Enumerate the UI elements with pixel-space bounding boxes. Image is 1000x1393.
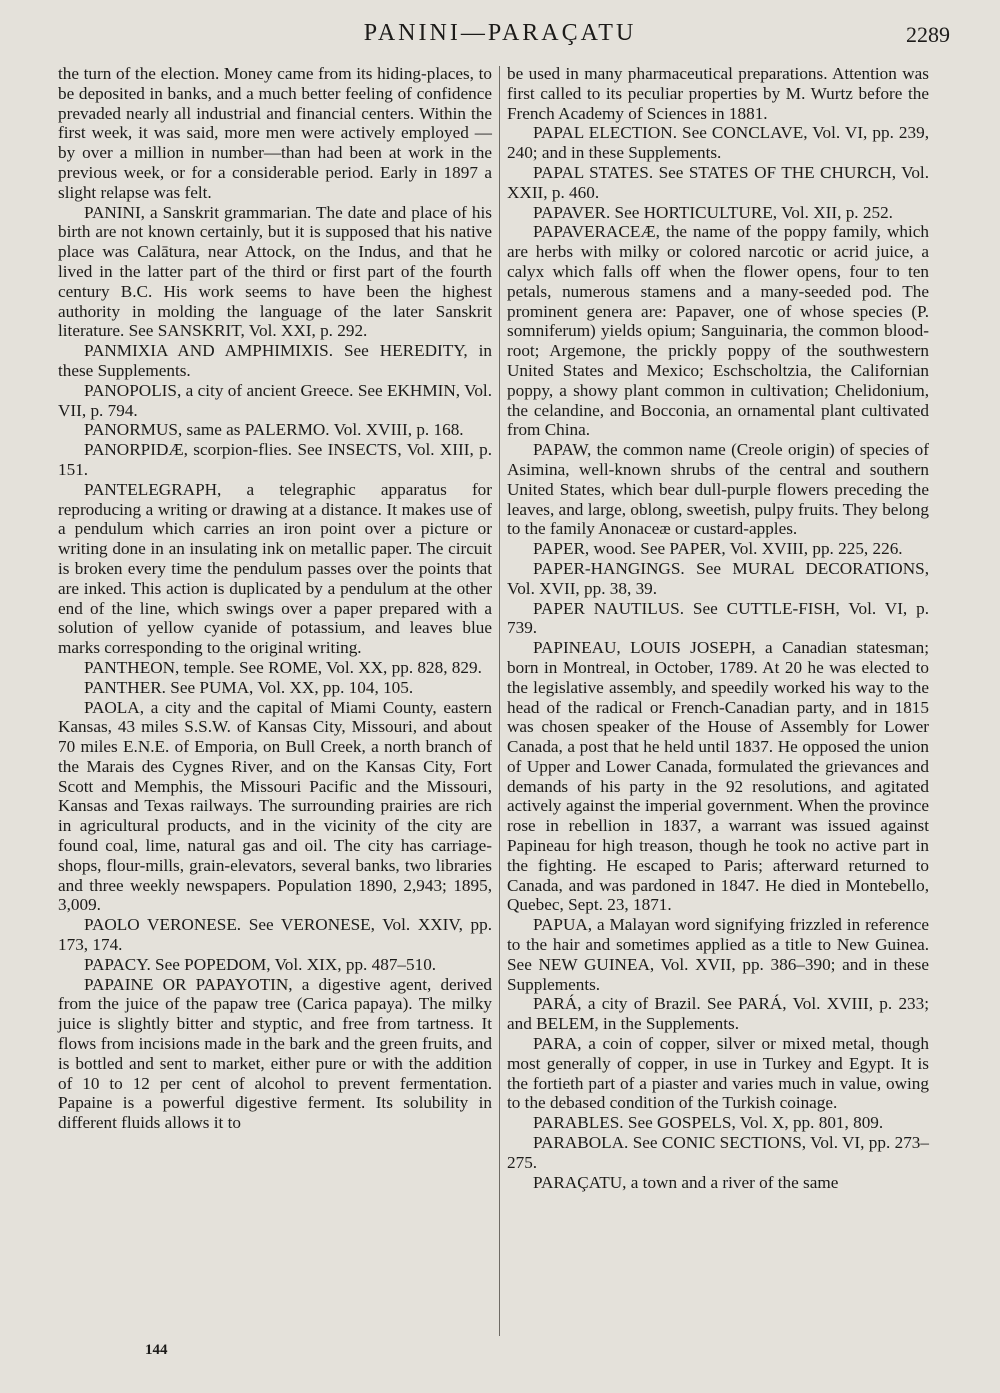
paragraph: the turn of the election. Money came from its hiding-places, to be deposited in banks, and a much better feeling of confidence prevaded nearly all industrial and financial centers. Within the first week, it was said, more men were actively employed —by over a million in number—than had been at work in the previous week, or for a considerable period. Early in 1897 a slight relapse was felt.	[58, 64, 492, 202]
entry-papaveraceae: PAPAVERACEÆ, the name of the poppy family, which are herbs with milky or colored narcotic or acrid juice, a calyx which falls off when the flower opens, four to ten petals, numerous stamens and a many-seeded pod. The prominent genera are: Papaver, one of whose species (P. somniferum) yields opium; Sanguinaria, the common blood-root; Argemone, the prickly poppy of the southwestern United States and Mexico; Eschscholtzia, the Californian poppy, a showy plant common in cultivation; Chelidonium, the celandine, and Bocconia, an ornamental plant cultivated from China.	[507, 222, 929, 440]
entry-panmixia: PANMIXIA AND AMPHIMIXIS. See HEREDITY, in these Supplements.	[58, 341, 492, 380]
running-header	[0, 20, 1000, 56]
left-column	[58, 64, 492, 1133]
entry-papua: PAPUA, a Malayan word signifying frizzled in reference to the hair and sometimes applied as a title to New Guinea. See NEW GUINEA, Vol. XVII, pp. 386–390; and in these Supplements.	[507, 915, 929, 994]
entry-papaw: PAPAW, the common name (Creole origin) of species of Asimina, well-known shrubs of the central and southern United States, which bear dull-purple flowers preceding the leaves, and large, oblong, sweetish, pulpy fruits. They belong to the family Anonaceæ or custard-apples.	[507, 440, 929, 539]
entry-papaver: PAPAVER. See HORTICULTURE, Vol. XII, p. 252.	[533, 202, 893, 222]
paragraph: be used in many pharmaceutical preparations. Attention was first called to its peculiar properties by M. Wurtz before the French Academy of Sciences in 1881.	[507, 64, 929, 123]
entry-papal-election: PAPAL ELECTION. See CONCLAVE, Vol. VI, pp. 239, 240; and in these Supplements.	[507, 123, 929, 163]
entry-papineau: PAPINEAU, LOUIS JOSEPH, a Canadian statesman; born in Montreal, in October, 1789. At 20 he was elected to the legislative assembly, and speedily worked his way to the head of the radical or French-Canadian party, and in 1815 was chosen speaker of the House of Assembly for Lower Canada, a post that he held until 1837. He opposed the union of Upper and Lower Canada, formulated the grievances and demands of his party in the 92 resolutions, and agitated actively against the imperial government. When the province rose in rebellion in 1837, a warrant was issued against Papineau for high treason, though he took no active part in the fighting. He escaped to Paris; afterward returned to Canada, and was pardoned in 1847. He died in Montebello, Quebec, Sept. 23, 1871.	[507, 638, 929, 915]
entry-parables: PARABLES. See GOSPELS, Vol. X, pp. 801, 809.	[533, 1113, 884, 1133]
entry-pantheon: PANTHEON, temple. See ROME, Vol. XX, pp. 828, 829.	[84, 657, 482, 677]
page-number: 2289	[906, 22, 950, 47]
column-divider	[499, 66, 500, 1336]
entry-para-city: PARÁ, a city of Brazil. See PARÁ, Vol. XVIII, p. 233; and BELEM, in the Supplements.	[507, 994, 929, 1034]
entry-paper: PAPER, wood. See PAPER, Vol. XVIII, pp. 225, 226.	[533, 539, 903, 559]
entry-papacy: PAPACY. See POPEDOM, Vol. XIX, pp. 487–510.	[84, 954, 437, 974]
page-title: PANINI—PARAÇATU	[363, 20, 637, 46]
right-column	[507, 64, 929, 1192]
entry-para-coin: PARA, a coin of copper, silver or mixed metal, though most generally of copper, in use in Turkey and Egypt. It is the fortieth part of a piaster and varies much in value, owing to the debased condition of the Turkish coinage.	[507, 1034, 929, 1113]
signature-mark: 144	[145, 1342, 168, 1358]
entry-paper-hangings: PAPER-HANGINGS. See MURAL DECORATIONS, Vol. XVII, pp. 38, 39.	[507, 558, 929, 598]
entry-parabola: PARABOLA. See CONIC SECTIONS, Vol. VI, pp. 273–275.	[507, 1133, 929, 1172]
entry-papaine: PAPAINE OR PAPAYOTIN, a digestive agent, derived from the juice of the papaw tree (Carica papaya). The milky juice is slightly bitter and styptic, and free from tartness. It flows from incisions made in the bark and the green fruits, and is bottled and sent to market, either pure or with the addition of 10 to 12 per cent of alcohol to prevent fermentation. Papaine is a powerful digestive ferment. Its solubility in different fluids allows it to	[58, 974, 492, 1133]
entry-pantelegraph: PANTELEGRAPH, a telegraphic apparatus for reproducing a writing or drawing at a distance. It makes use of a pendulum which carries an iron point over a picture or writing done in an insulating ink on metallic paper. The circuit is broken every time the pendulum passes over the points that are inked. This action is duplicated by a pendulum at the other end of the line, which swings over a paper prepared with a solution of yellow cyanide of potassium, and leaves blue marks corresponding to the original writing.	[58, 479, 492, 658]
entry-papal-states: PAPAL STATES. See STATES OF THE CHURCH, Vol. XXII, p. 460.	[507, 162, 929, 202]
entry-paola: PAOLA, a city and the capital of Miami County, eastern Kansas, 43 miles S.S.W. of Kansas City, Missouri, and about 70 miles E.N.E. of Emporia, on Bull Creek, a north branch of the Marais des Cygnes River, and on the Kansas City, Fort Scott and Memphis, the Missouri Pacific and the Missouri, Kansas and Texas railways. The surrounding prairies are rich in agricultural products, and in the vicinity of the city are found coal, lime, natural gas and oil. The city has carriage-shops, flour-mills, grain-elevators, several banks, two libraries and three weekly newspapers. Population 1890, 2,943; 1895, 3,009.	[58, 697, 492, 915]
entry-paper-nautilus: PAPER NAUTILUS. See CUTTLE-FISH, Vol. VI, p. 739.	[507, 598, 929, 638]
entry-panormus: PANORMUS, same as PALERMO. Vol. XVIII, p. 168.	[84, 420, 464, 440]
entry-panther: PANTHER. See PUMA, Vol. XX, pp. 104, 105.	[84, 677, 414, 697]
entry-panopolis: PANOPOLIS, a city of ancient Greece. See EKHMIN, Vol. VII, p. 794.	[58, 380, 492, 420]
entry-panini: PANINI, a Sanskrit grammarian. The date and place of his birth are not known certainly, but it is supposed that his native place was Calātura, near Attock, on the Indus, and that he lived in the latter part of the third or first part of the fourth century B.C. His work seems to have been the highest authority in molding the language of the later Sanskrit literature. See SANSKRIT, Vol. XXI, p. 292.	[58, 202, 492, 341]
entry-paracatu: PARAÇATU, a town and a river of the same	[533, 1172, 839, 1192]
entry-panorpidae: PANORPIDÆ, scorpion-flies. See INSECTS, Vol. XIII, p. 151.	[58, 440, 492, 479]
entry-paolo-veronese: PAOLO VERONESE. See VERONESE, Vol. XXIV, pp. 173, 174.	[58, 915, 492, 955]
